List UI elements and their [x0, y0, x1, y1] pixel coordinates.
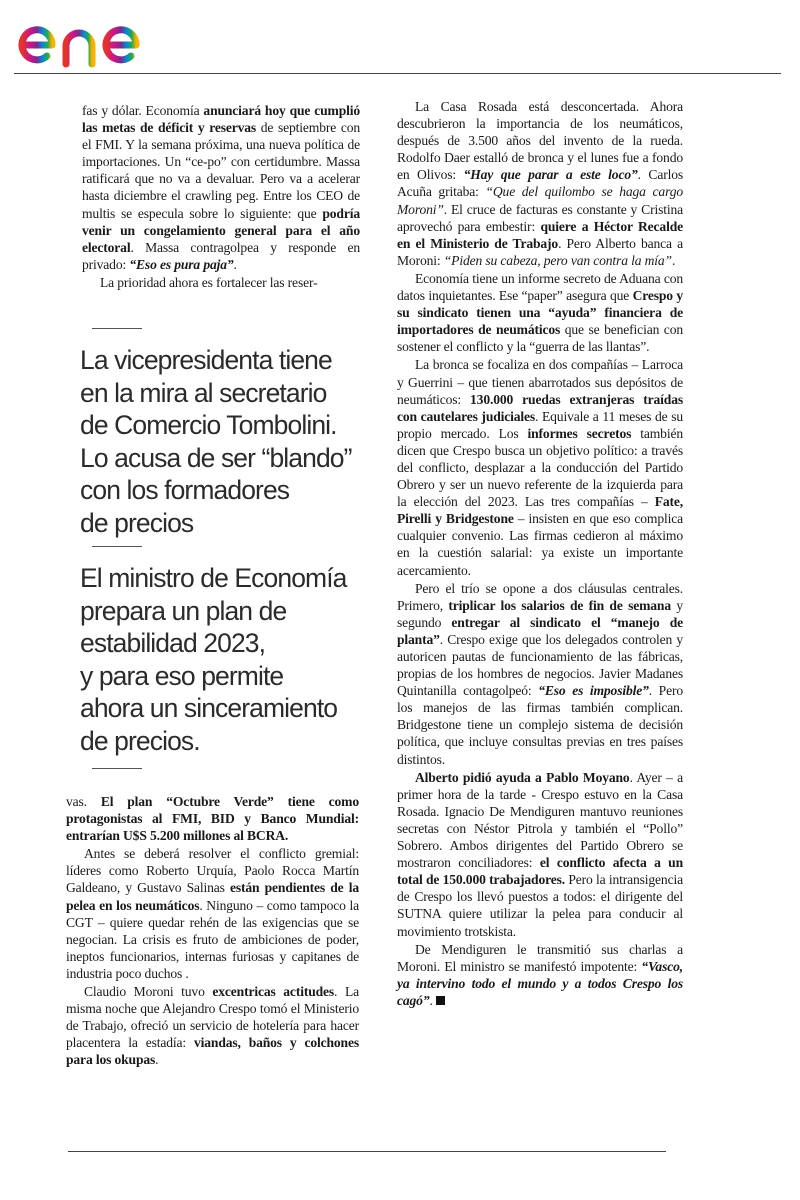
- bold-text: “Eso es pura paja”: [129, 256, 234, 272]
- paragraph: [397, 941, 683, 1009]
- pull-quote-ministro: El ministro de Economía prepara un plan de estabilidad 2023, y para eso permite ahora un sinceramiento de precios.: [80, 563, 347, 756]
- text-run: . Pero los manejos de las firmas también complican. Bridgestone tiene un complejo sistema de decisión política, que incluye consultas previas en tres países distintos.: [397, 683, 683, 767]
- paragraph: [82, 274, 360, 291]
- text-run: .: [233, 256, 237, 272]
- text-run: vas.: [66, 794, 101, 809]
- bold-text: el conflicto afecta a un total de 150.000 trabajadores.: [397, 855, 683, 888]
- text-run: “Piden su cabeza, pero van contra la mía”: [443, 252, 672, 268]
- text-run: . La misma noche que Alejandro Crespo tomó el Ministerio de Trabajo, ofreció un servicio de hotelería para hacer placentera la estadía:: [66, 984, 359, 1051]
- text-run: Claudio Moroni tuvo: [84, 984, 213, 1000]
- text-run: . Carlos Acuña gritaba:: [397, 167, 683, 200]
- pull-quote-vicepresidenta: La vicepresidenta tiene en la mira al secretario de Comercio Tombolini. Lo acusa de ser “blando” con los formadores de precios: [80, 345, 352, 538]
- bold-text: “Eso es imposible”: [538, 683, 649, 699]
- text-run: que se benefician con sostener el conflicto y la “guerra de las llantas”.: [397, 322, 683, 355]
- text-run: de septiembre con el FMI. Y la semana próxima, una nueva política de importaciones. Un “ce-po” con certidumbre. Massa ratificará que no va a devaluar. Pero va a acelerar hasta diciembre el crawling peg. Entre los CEO de multis se especula sobre lo siguiente: que: [82, 120, 360, 221]
- text-run: – insisten en que eso complica cualquier convenio. Las firmas cedieron al máximo en la cuestión salarial: ya existe un importante acercamiento.: [397, 511, 683, 578]
- bold-text: podría venir un congelamiento general para el año electoral: [82, 205, 360, 255]
- bold-text: “Vasco, ya intervino todo el mundo y a todos Crespo los cagó”: [397, 958, 683, 1008]
- article-column-left-bottom: [66, 793, 359, 1069]
- text-run: . Pero Alberto banca a Moroni:: [397, 235, 683, 268]
- text-run: La prioridad ahora es fortalecer las reser-: [100, 274, 318, 290]
- paragraph: [66, 983, 359, 1068]
- bold-text: triplicar los salarios de fin de semana: [448, 597, 671, 613]
- text-run: fas y dólar. Economía: [82, 103, 204, 118]
- paragraph: [397, 270, 683, 355]
- text-run: Pero la intransigencia de Crespo los llevó puestos a todos: el dirigente del SUTNA quiere utilizar la pelea para conducir al movimiento trotskista.: [397, 872, 683, 939]
- bold-text: excentricas actitudes: [212, 984, 335, 1000]
- paragraph: [397, 580, 683, 768]
- text-run: y segundo: [397, 597, 683, 630]
- bold-text: viandas, baños y colchones para los okupas: [66, 1035, 359, 1068]
- bold-text: Fate, Pirelli y Bridgestone: [397, 494, 683, 527]
- paragraph: [66, 793, 359, 844]
- quote-divider: [92, 546, 142, 547]
- paragraph: [397, 769, 683, 940]
- bold-text: anunciará hoy que cumplió las metas de déficit y reservas: [82, 103, 361, 136]
- text-run: . Ayer – a primer hora de la tarde - Crespo estuvo en la Casa Rosada. Ignacio De Mendiguren mantuvo reuniones secretas con Néstor Pitrola y también el “Pollo” Sobrero. Ambos dirigentes del Partido Obrero se mostraron conciliadores:: [397, 769, 684, 871]
- text-run: también dicen que Crespo busca un objetivo político: a través del conflicto, desplazar a la conducción del Partido Obrero y ser un nuevo referente de la izquierda para la elección del 2023. Las tres compañías –: [397, 425, 683, 510]
- bold-text: Crespo y su sindicato tienen una “ayuda” financiera de importadores de neumáticos: [397, 288, 684, 338]
- paragraph: [397, 98, 683, 269]
- bold-text: Alberto pidió ayuda a Pablo Moyano: [415, 769, 630, 785]
- end-of-article-mark: [436, 996, 445, 1005]
- bold-text: quiere a Héctor Recalde en el Ministerio de Trabajo: [397, 218, 683, 251]
- paragraph: [82, 102, 360, 273]
- paragraph: [66, 845, 359, 982]
- text-run: Antes se deberá resolver el conflicto gremial: líderes como Roberto Urquía, Paolo Rocca Martín Galdeano, y Gustavo Salinas: [66, 846, 359, 896]
- header-rule: [14, 73, 781, 74]
- bold-text: El plan “Octubre Verde” tiene como protagonistas al FMI, BID y Banco Mundial: entrarían U$S 5.200 millones al BCRA.: [66, 794, 359, 844]
- bold-text: están pendientes de la pelea en los neumáticos: [66, 880, 359, 913]
- quote-divider: [92, 328, 142, 329]
- paragraph: [397, 356, 683, 578]
- text-run: . Massa contragolpea y responde en privado:: [82, 239, 360, 272]
- text-run: . El cruce de facturas es constante y Cristina aprovechó para embestir:: [397, 201, 683, 234]
- text-run: “Que del quilombo se haga cargo Moroni”: [397, 184, 684, 217]
- footer-rule: [68, 1151, 666, 1152]
- article-column-left-top: [82, 102, 360, 291]
- text-run: Pero el trío se opone a dos cláusulas centrales. Primero,: [397, 580, 683, 613]
- text-run: . Ninguno – como tampoco la CGT – quiere quedar rehén de las exigencias que se negocian. La crisis es fruto de ambiciones de poder, ineptos funcionarios, internas furiosas y capitanes de industria poco duchos .: [66, 897, 359, 981]
- text-run: . Equivale a 11 meses de su propio mercado. Los: [397, 408, 683, 441]
- text-run: De Mendiguren le transmitió sus charlas a Moroni. El ministro se manifestó impotente:: [397, 941, 683, 974]
- article-column-right: [397, 98, 683, 1009]
- text-run: .: [671, 252, 676, 268]
- text-run: . Crespo exige que los delegados controlen y autoricen pautas de funcionamiento de las fábricas, propias de los hombres de negocios. Javier Madanes Quintanilla contagolpeó:: [397, 631, 683, 699]
- bold-text: informes secretos: [527, 425, 632, 441]
- bold-text: “Hay que parar a este loco”: [463, 167, 638, 183]
- text-run: La bronca se focaliza en dos compañías – Larroca y Guerrini – que tienen abarrotados sus depósitos de neumáticos:: [397, 357, 683, 407]
- bold-text: 130.000 ruedas extranjeras traídas con cautelares judiciales: [397, 391, 683, 424]
- quote-divider: [92, 768, 142, 769]
- text-run: .: [429, 992, 433, 1008]
- enel-logo: [18, 8, 168, 70]
- text-run: .: [155, 1052, 159, 1068]
- text-run: La Casa Rosada está desconcertada. Ahora descubrieron la importancia de los neumáticos, después de 3.500 años del invento de la rueda. Rodolfo Daer estalló de bronca y el lunes fue a fondo en Olivos:: [397, 99, 683, 183]
- bold-text: entregar al sindicato el “manejo de planta”: [397, 614, 683, 647]
- text-run: Economía tiene un informe secreto de Aduana con datos inquietantes. Ese “paper” asegura que: [397, 270, 683, 304]
